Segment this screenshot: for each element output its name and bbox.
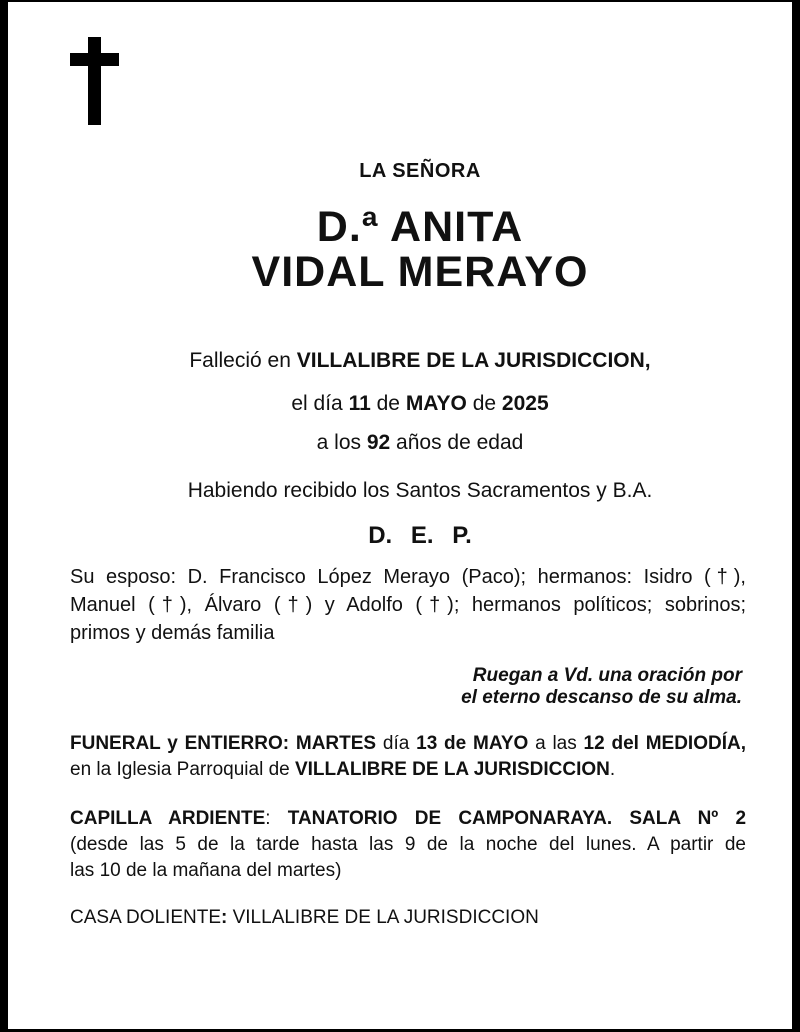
wake-heading: CAPILLA ARDIENTE	[70, 808, 266, 829]
wake-line-2: (desde las 5 de la tarde hasta las 9 de la noche del lunes. A partir de	[70, 834, 746, 855]
death-place-line	[48, 348, 792, 373]
funeral-line-1	[70, 731, 746, 757]
mourning-house-line	[70, 906, 746, 930]
age-prefix: a los	[316, 431, 367, 454]
family-paragraph	[70, 563, 746, 647]
death-month: MAYO	[405, 392, 467, 415]
funeral-line-2	[70, 757, 746, 783]
wake-line-1	[70, 806, 746, 832]
title-prefix: LA SEÑORA	[359, 160, 481, 182]
death-place: VILLALIBRE DE LA JURISDICCION,	[296, 349, 651, 372]
family-line-3: primos y demás familia	[70, 622, 275, 644]
prayer-line-1: Ruegan a Vd. una oración por	[472, 665, 742, 686]
wake-location: TANATORIO DE CAMPONARAYA. SALA Nº 2	[287, 808, 747, 829]
latin-cross-icon	[70, 37, 119, 125]
mourning-house-colon: :	[221, 907, 228, 928]
cross-horizontal-bar	[70, 53, 119, 66]
prayer-request	[70, 665, 746, 709]
death-date-line	[48, 391, 792, 416]
date-prefix: el día	[291, 392, 349, 415]
funeral-time: 12 del MEDIODÍA,	[583, 733, 746, 754]
wake-line-3: las 10 de la mañana del martes)	[70, 860, 342, 881]
funeral-time-connector: a las	[528, 733, 584, 754]
death-place-prefix: Falleció en	[189, 349, 297, 372]
funeral-day-word: día	[376, 733, 417, 754]
funeral-church-place: VILLALIBRE DE LA JURISDICCION	[294, 759, 610, 780]
family-line-2: Manuel (†), Álvaro (†) y Adolfo (†); hermanos políticos; sobrinos;	[70, 594, 746, 616]
funeral-period: .	[609, 759, 616, 780]
death-day: 11	[348, 392, 371, 415]
deceased-name-line1: D.ª ANITA	[316, 203, 524, 251]
wake-colon: :	[265, 808, 288, 829]
age-line	[48, 430, 792, 455]
funeral-church-prefix: en la Iglesia Parroquial de	[70, 759, 295, 780]
age-value: 92	[366, 431, 391, 454]
death-year: 2025	[501, 392, 549, 415]
mourning-house-place: VILLALIBRE DE LA JURISDICCION	[227, 907, 539, 928]
age-suffix: años de edad	[390, 431, 524, 454]
wake-section	[70, 806, 746, 884]
mourning-house-label: CASA DOLIENTE	[70, 907, 221, 928]
funeral-date: 13 de MAYO	[416, 733, 529, 754]
funeral-heading: FUNERAL y ENTIERRO: MARTES	[70, 733, 377, 754]
date-connector-1: de	[370, 392, 406, 415]
dep-abbreviation: D. E. P.	[368, 522, 472, 549]
funeral-section	[70, 731, 746, 783]
date-connector-2: de	[466, 392, 502, 415]
family-line-1: Su esposo: D. Francisco López Merayo (Paco); hermanos: Isidro (†),	[70, 566, 746, 588]
prayer-line-2: el eterno descanso de su alma.	[461, 687, 742, 708]
deceased-name-line2: VIDAL MERAYO	[251, 248, 589, 296]
sacraments-line: Habiendo recibido los Santos Sacramentos y B.A.	[187, 479, 653, 502]
cross-vertical-bar	[88, 37, 101, 125]
